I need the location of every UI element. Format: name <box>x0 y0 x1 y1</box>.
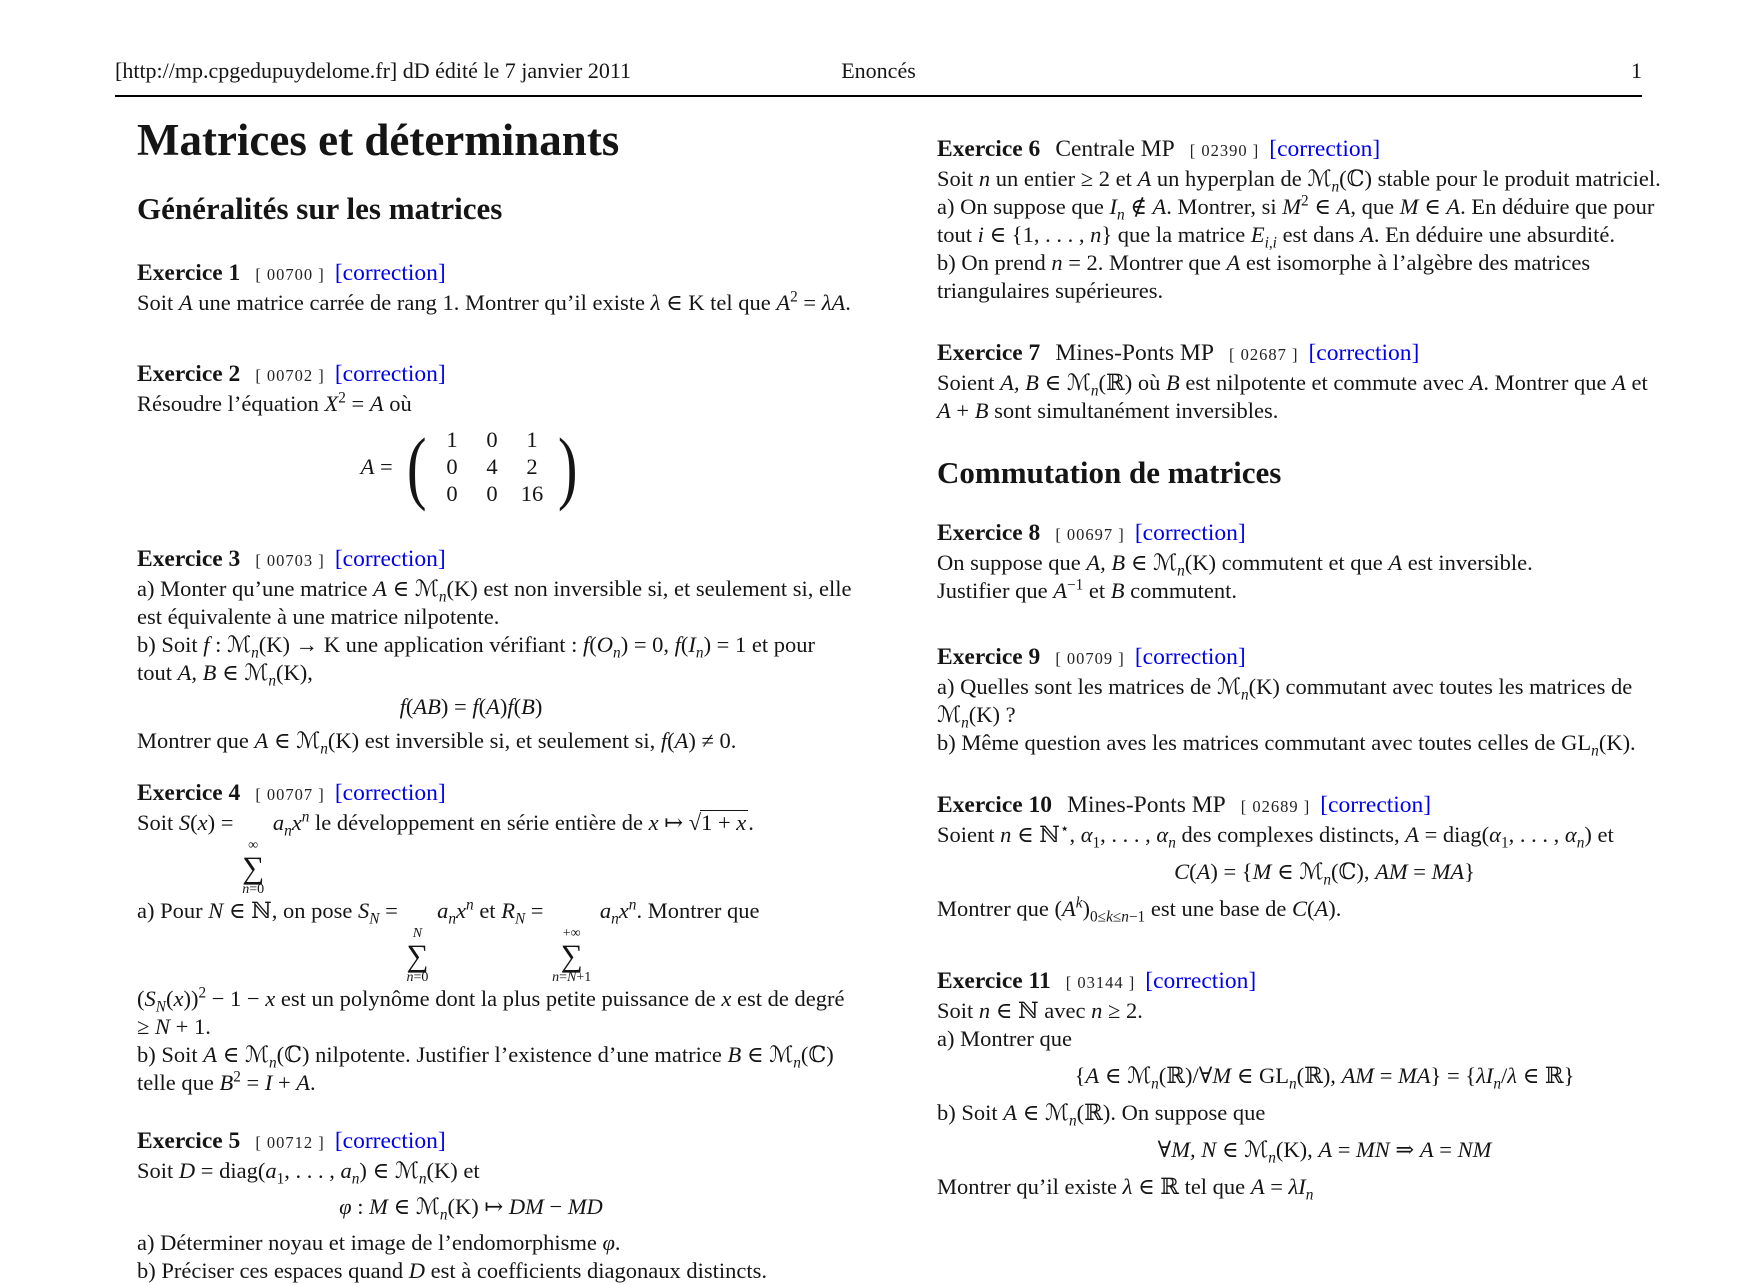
exercise-id: [ 03144 ] <box>1065 973 1136 992</box>
matrix-cell: 16 <box>520 481 544 506</box>
exercise-header <box>137 545 805 575</box>
statement-line: a) Monter qu’une matrice A ∈ ℳ$_n$(K) est non inversible si, et seulement si, elle <box>137 576 852 606</box>
matrix-cell: 0 <box>486 481 498 506</box>
statement-line: b) On prend n = 2. Montrer que A est isomorphe à l’algèbre des matrices <box>937 250 1591 275</box>
correction-link[interactable]: [correction] <box>1308 340 1420 366</box>
correction-link[interactable]: [correction] <box>1134 644 1246 670</box>
statement-line: On suppose que A, B ∈ ℳ$_n$(K) commutent et que A est inversible. <box>937 550 1533 580</box>
statement-line: Justifier que $A^{-1}$ et B commutent. <box>937 576 1237 603</box>
exercise-header <box>137 259 805 289</box>
right-column <box>937 105 1712 1285</box>
exercise-id: [ 00712 ] <box>255 1133 325 1152</box>
matrix-cells <box>432 426 552 507</box>
exercise-number: Exercice 11 <box>937 968 1051 994</box>
correction-link[interactable]: [correction] <box>1269 136 1381 162</box>
statement-line: telle que $B^2 = I + A$. <box>137 1068 316 1095</box>
exercise-id: [ 02390 ] <box>1189 141 1260 160</box>
statement-line: Soient A, B ∈ ℳ$_n$(ℝ) où B est nilpotente et commute avec A. Montrer que A et <box>937 370 1648 400</box>
statement-line: Soit $D = diag(a_1$, . . . , $a_n$) ∈ ℳ$_n$(K) et <box>137 1158 480 1188</box>
page-number: 1 <box>1631 58 1642 83</box>
statement-line: b) Soit A ∈ ℳ$_n$(ℂ) nilpotente. Justifier l’existence d’une matrice B ∈ ℳ$_n$(ℂ) <box>137 1042 834 1072</box>
exercise-header <box>937 135 1712 165</box>
display-formula: C(A) = {M ∈ ℳ$_n$(ℂ), AM = MA} <box>1174 859 1475 889</box>
matrix-cell: 1 <box>446 427 458 452</box>
statement-line: tout i ∈ {1, . . . , n} que la matrice $E_{i,i}$ est dans A. En déduire une absurdité. <box>937 222 1615 252</box>
statement-line: a) Pour N ∈ ℕ, on pose $S_N$ = N ∑ n=0 $a_nx^n$ et $R_N$ = +∞ ∑ n=N+1 $a_nx^n$. Montrer que <box>137 896 760 985</box>
matrix-cell: 4 <box>486 454 498 479</box>
statement-line: a) Quelles sont les matrices de ℳ$_n$(K) commutant avec toutes les matrices de <box>937 674 1633 704</box>
exercise-number: Exercice 4 <box>137 780 241 806</box>
statement-line: Soit n ∈ ℕ avec n ≥ 2. <box>937 998 1143 1023</box>
statement-line: b) Soit f : ℳ$_n$(K) → K une application vérifiant : $f(O_n) = 0$, $f(I_n) = 1$ et pour <box>137 632 815 662</box>
statement-line: a) Montrer que <box>937 1026 1072 1051</box>
exercise-6 <box>937 135 1712 305</box>
statement-line: a) On suppose que $I_n$ ∉ A. Montrer, si $M^2$ ∈ A, que M ∈ A. En déduire que pour <box>937 192 1655 224</box>
statement-line: $(S_N(x))^2 - 1 - x$ est un polynôme dont la plus petite puissance de x est de degré <box>137 984 845 1016</box>
matrix-lhs: A = <box>360 453 393 479</box>
statement-line: triangulaires supérieures. <box>937 278 1164 303</box>
statement-line: b) Préciser ces espaces quand D est à coefficients diagonaux distincts. <box>137 1258 768 1283</box>
exercise-id: [ 00707 ] <box>255 785 325 804</box>
display-formula: f(AB) = f(A)f(B) <box>399 694 543 719</box>
statement-line: Montrer qu’il existe λ ∈ ℝ tel que $A = \lambda I_n$ <box>937 1174 1314 1204</box>
exercise-header <box>937 791 1712 821</box>
correction-link[interactable]: [correction] <box>334 780 446 806</box>
header-source-url: [http://mp.cpgedupuydelome.fr] dD édité le 7 janvier 2011 <box>115 58 632 83</box>
exercise-number: Exercice 10 <box>937 792 1053 818</box>
page-header <box>115 58 1642 97</box>
header-section-title: Enoncés <box>841 58 916 83</box>
exercise-2 <box>137 360 805 512</box>
exercise-4 <box>137 779 845 1097</box>
exercise-number: Exercice 9 <box>937 644 1041 670</box>
display-formula: ∀M, N ∈ ℳ$_n$(K), A = MN ⇒ A = NM <box>1157 1137 1492 1167</box>
statement-line: est équivalente à une matrice nilpotente. <box>137 604 500 629</box>
statement-line: Résoudre l’équation $X^2 = A$ où <box>137 389 412 416</box>
exercise-source: Centrale MP <box>1055 136 1175 162</box>
statement-line: a) Déterminer noyau et image de l’endomorphisme φ. <box>137 1230 621 1255</box>
exercise-id: [ 00697 ] <box>1055 525 1125 544</box>
two-column-layout <box>137 105 1712 1285</box>
exercise-header <box>137 779 805 809</box>
section-heading-generalites: Généralités sur les matrices <box>137 191 503 226</box>
matrix-cell: 1 <box>526 427 538 452</box>
display-formula: {A ∈ ℳ$_n$(ℝ)/∀M ∈ $GL_n(ℝ)$, AM = $MA\} = \{\lambda I_n/\lambda$ ∈ ℝ} <box>1074 1063 1575 1093</box>
exercise-number: Exercice 8 <box>937 520 1041 546</box>
exercise-header <box>137 1127 805 1157</box>
correction-link[interactable]: [correction] <box>1145 968 1257 994</box>
exercise-header <box>937 967 1712 997</box>
ex2-matrix-equation: A = ( 1 0 1 0 4 2 0 0 16 ) <box>360 420 578 512</box>
exercise-number: Exercice 2 <box>137 361 241 387</box>
exercise-header <box>937 643 1712 673</box>
exercise-header <box>937 339 1712 369</box>
statement-line: Soit A une matrice carrée de rang 1. Montrer qu’il existe λ ∈ K tel que $A^2 = \lambda A$. <box>137 288 851 315</box>
display-formula: φ : M ∈ ℳ$_n$(K) ↦ DM − MD <box>339 1194 603 1224</box>
statement-line: b) Même question aves les matrices commutant avec toutes celles de $GL_n(K)$. <box>937 730 1636 760</box>
exercise-5 <box>137 1127 805 1285</box>
statement-line: Soit S(x) = ∞ ∑ n=0 $a_nx^n$ le développement en série entière de x ↦ √1 + x. <box>137 808 754 897</box>
exercise-header <box>937 519 1712 549</box>
matrix-cell: 2 <box>526 454 538 479</box>
statement-line: Montrer que $(A^k)_{0\le k\le n-1}$ est une base de C(A). <box>937 894 1342 926</box>
exercise-number: Exercice 1 <box>137 260 241 286</box>
statement-line: b) Soit A ∈ ℳ$_n$(ℝ). On suppose que <box>937 1100 1266 1130</box>
statement-line: Soient n ∈ ℕ⋆, $\alpha_1$, . . . , $\alpha_n$ des complexes distincts, $A = diag(\alpha_1$, . . . , $\alpha_n$) et <box>937 820 1614 852</box>
correction-link[interactable]: [correction] <box>334 260 446 286</box>
statement-line: A + B sont simultanément inversibles. <box>937 398 1279 423</box>
exercise-number: Exercice 6 <box>937 136 1041 162</box>
correction-link[interactable]: [correction] <box>1134 520 1246 546</box>
exercise-id: [ 02687 ] <box>1228 345 1299 364</box>
exercise-id: [ 00703 ] <box>255 551 325 570</box>
exercise-number: Exercice 3 <box>137 546 241 572</box>
left-column <box>137 105 852 1285</box>
matrix-cell: 0 <box>446 481 458 506</box>
exercise-id: [ 02689 ] <box>1240 797 1311 816</box>
exercise-3 <box>137 545 852 758</box>
matrix-cell: 0 <box>446 454 458 479</box>
section-heading-commutation: Commutation de matrices <box>937 455 1282 490</box>
matrix-cell: 0 <box>486 427 498 452</box>
correction-link[interactable]: [correction] <box>334 361 446 387</box>
exercise-9 <box>937 643 1712 760</box>
exercise-8 <box>937 519 1712 605</box>
correction-link[interactable]: [correction] <box>334 1128 446 1154</box>
exercise-source: Mines-Ponts MP <box>1055 340 1214 366</box>
statement-line: ≥ N + 1. <box>137 1014 211 1039</box>
correction-link[interactable]: [correction] <box>334 546 446 572</box>
exercise-header <box>137 360 805 390</box>
exercise-source: Mines-Ponts MP <box>1067 792 1226 818</box>
exercise-number: Exercice 7 <box>937 340 1041 366</box>
exercise-11 <box>937 967 1712 1204</box>
statement-line: ℳ$_n$(K) ? <box>937 702 1016 732</box>
exercise-10 <box>937 791 1712 926</box>
statement-line: Montrer que A ∈ ℳ$_n$(K) est inversible si, et seulement si, f(A) ≠ 0. <box>137 728 737 758</box>
statement-line: tout A, B ∈ ℳ$_n$(K), <box>137 660 313 690</box>
correction-link[interactable]: [correction] <box>1320 792 1432 818</box>
exercise-number: Exercice 5 <box>137 1128 241 1154</box>
statement-line: Soit n un entier ≥ 2 et A un hyperplan de ℳ$_n$(ℂ) stable pour le produit matriciel. <box>937 166 1661 196</box>
exercise-id: [ 00700 ] <box>255 265 325 284</box>
exercise-1 <box>137 259 851 317</box>
exercise-id: [ 00709 ] <box>1055 649 1125 668</box>
exercise-id: [ 00702 ] <box>255 366 325 385</box>
document-title: Matrices et déterminants <box>137 115 620 165</box>
exercise-7 <box>937 339 1712 425</box>
